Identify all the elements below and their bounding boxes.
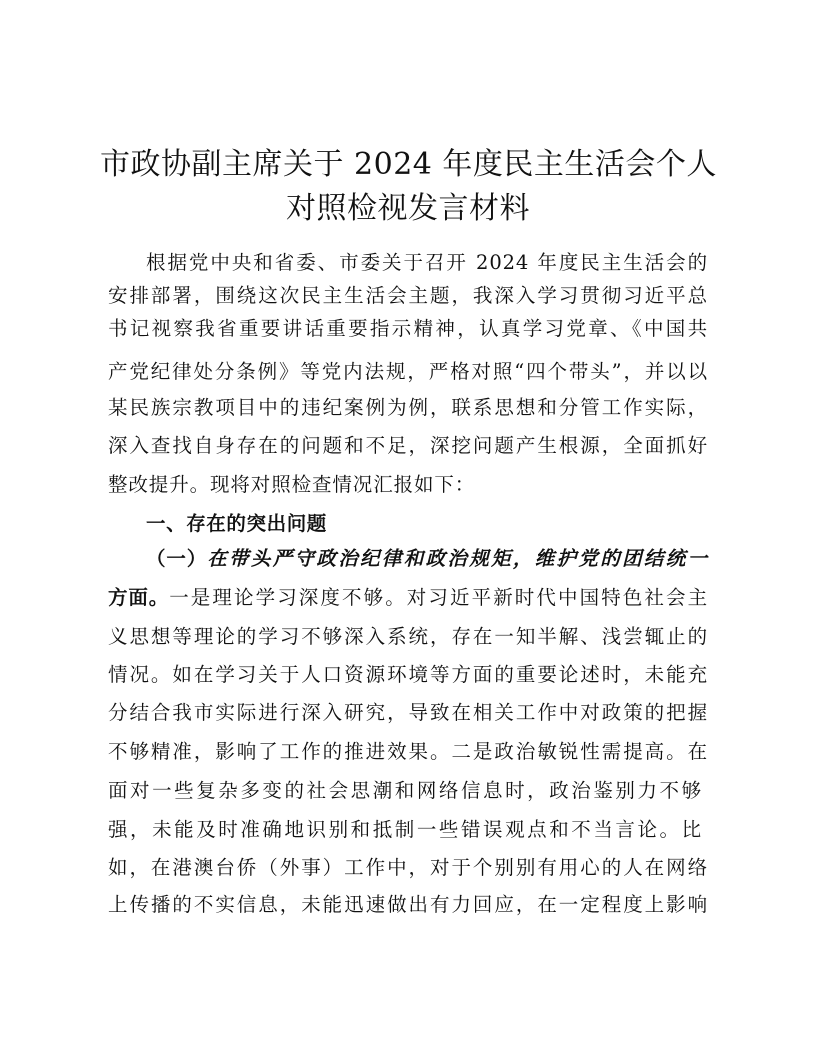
- body-line-6: 不够精准，影响了工作的推进效果。二是政治敏锐性需提高。在: [108, 740, 708, 763]
- intro-line-2: 安排部署，围绕这次民主生活会主题，我深入学习贯彻习近平总: [108, 284, 708, 307]
- intro-line-1: 根据党中央和省委、市委关于召开 2024 年度民主生活会的: [146, 251, 708, 274]
- intro-line-7: 整改提升。现将对照检查情况汇报如下：: [108, 473, 476, 496]
- subsection-1-prefix: （一）: [146, 547, 208, 570]
- body-line-4: 情况。如在学习关于人口资源环境等方面的重要论述时，未能充: [108, 663, 708, 686]
- subsection-1-heading: 在带头严守政治纪律和政治规矩，维护党的团结统一: [207, 547, 708, 570]
- subsection-1-text-start: 一是理论学习深度不够。对习近平新时代中国特色社会主: [169, 586, 708, 609]
- section-heading-1: 一、存在的突出问题: [146, 512, 327, 535]
- body-line-7: 面对一些复杂多变的社会思潮和网络信息时，政治鉴别力不够: [108, 779, 702, 802]
- body-line-3: 义思想等理论的学习不够深入系统，存在一知半解、浅尝辄止的: [108, 625, 708, 648]
- intro-line-3: 书记视察我省重要讲话重要指示精神，认真学习党章、《中国共: [108, 317, 708, 340]
- document-title-line-1: 市政协副主席关于 2024 年度民主生活会个人: [100, 147, 717, 182]
- subsection-1-heading-end: 方面。: [108, 586, 170, 609]
- subsection-1-line-1: [146, 544, 708, 574]
- body-line-10: 上传播的不实信息，未能迅速做出有力回应，在一定程度上影响: [108, 893, 708, 916]
- subsection-1-line-2: [108, 583, 708, 613]
- intro-line-5: 某民族宗教项目中的违纪案例为例，联系思想和分管工作实际，: [108, 396, 708, 419]
- document-title-line-2: 对照检视发言材料: [286, 191, 530, 226]
- intro-line-6: 深入查找自身存在的问题和不足，深挖问题产生根源，全面抓好: [108, 434, 708, 457]
- intro-line-4: 产党纪律处分条例》等党内法规，严格对照“四个带头”，并以以: [108, 360, 708, 383]
- body-line-9: 如，在港澳台侨（外事）工作中，对于个别别有用心的人在网络: [108, 856, 708, 879]
- body-line-5: 分结合我市实际进行深入研究，导致在相关工作中对政策的把握: [108, 701, 708, 724]
- body-line-8: 强，未能及时准确地识别和抵制一些错误观点和不当言论。比: [108, 818, 702, 841]
